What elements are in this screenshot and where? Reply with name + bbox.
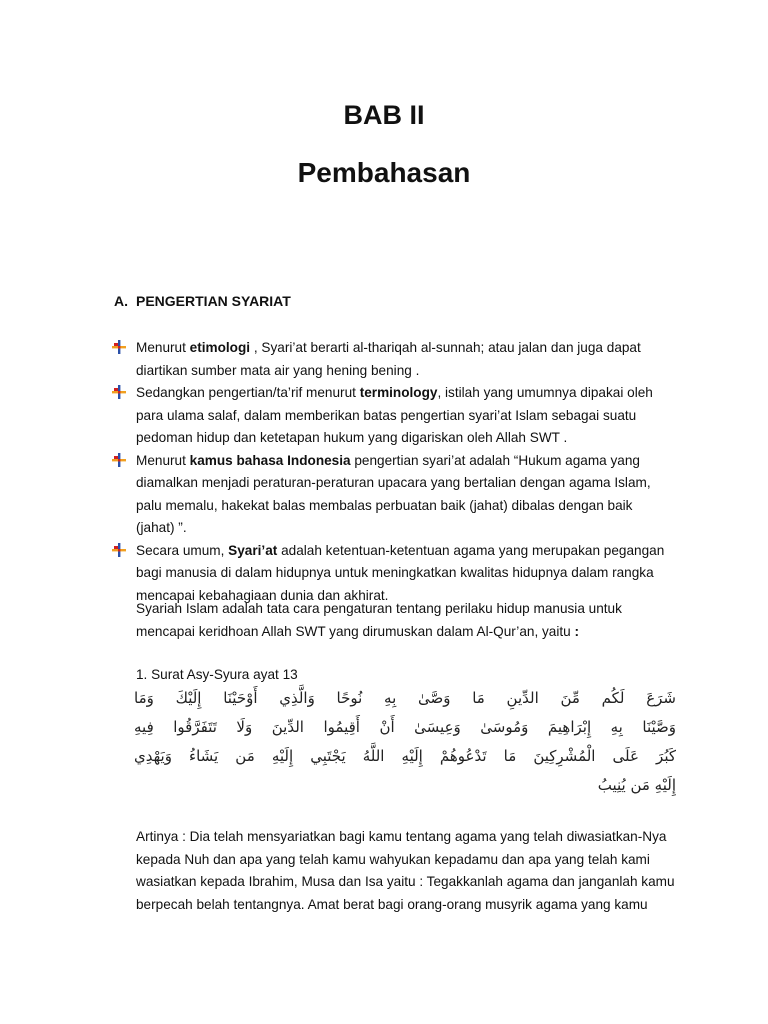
arabic-line: شَرَعَ لَكُم مِّنَ الدِّينِ مَا وَصَّىٰ بِهِ نُوحًا وَالَّذِي أَوْحَيْنَا إِلَيْكَ وَمَا bbox=[134, 689, 676, 707]
bullet-post: , Syari’at berarti al-thariqah al-sunnah; atau jalan dan juga dapat diartikan sumber mata air yang hening bening . bbox=[136, 340, 641, 378]
syariah-text: Syariah Islam adalah tata cara pengaturan tentang perilaku hidup manusia untuk mencapai keridhoan Allah SWT yang dirumuskan dalam Al-Qur’an, yaitu bbox=[136, 601, 622, 639]
list-item bbox=[112, 382, 672, 450]
bullet-pre: Secara umum, bbox=[136, 542, 229, 558]
bullet-post: adalah ketentuan-ketentuan agama yang merupakan pegangan bagi manusia di dalam hidupnya untuk meningkatkan kwalitas hidupnya dalam rangka mencapai kebahagiaan dunia dan akhirat. bbox=[136, 542, 665, 603]
list-item bbox=[112, 337, 672, 382]
arabic-line: وَصَّيْنَا بِهِ إِبْرَاهِيمَ وَمُوسَىٰ وَعِيسَىٰ أَنْ أَقِيمُوا الدِّينَ وَلَا تَتَفَرَّقُوا فِيهِ bbox=[134, 718, 676, 736]
quran-verse-image bbox=[134, 684, 676, 814]
bullet-icon bbox=[112, 385, 126, 399]
section-title: PENGERTIAN SYARIAT bbox=[136, 293, 291, 309]
syariah-paragraph bbox=[136, 598, 676, 643]
section-heading bbox=[114, 291, 291, 311]
bullet-term: kamus bahasa Indonesia bbox=[189, 452, 351, 468]
bullet-term: etimologi bbox=[189, 340, 251, 355]
bullet-pre: Sedangkan pengertian/ta’rif menurut bbox=[136, 385, 360, 400]
surat-label: 1. Surat Asy-Syura ayat 13 bbox=[136, 667, 298, 682]
bullet-pre: Menurut bbox=[136, 340, 190, 355]
bullet-pre: Menurut bbox=[136, 452, 190, 468]
translation-paragraph: Artinya : Dia telah mensyariatkan bagi kamu tentang agama yang telah diwasiatkan-Nya kepada Nuh dan apa yang telah kamu wahyukan kepadamu dan apa yang telah kami wasiatkan kepada Ibrahim, Musa dan Isa yaitu : Tegakkanlah agama dan janganlah kamu berpecah belah tentangnya. Amat berat bagi orang-orang musyrik agama yang kamu bbox=[136, 829, 675, 912]
chapter-number: BAB II bbox=[343, 100, 425, 130]
list-item bbox=[112, 450, 672, 540]
bullet-post: , istilah yang umumnya dipakai oleh para ulama salaf, dalam memberikan batas pengertian syari’at Islam sebagai suatu pedoman hidup dan ketetapan hukum yang digariskan oleh Allah SWT . bbox=[136, 385, 653, 445]
bullet-term: Syari’at bbox=[228, 542, 278, 558]
list-item bbox=[112, 540, 672, 608]
chapter-title: Pembahasan bbox=[297, 157, 471, 188]
arabic-line: إِلَيْهِ مَن يُنِيبُ bbox=[597, 776, 676, 794]
definition-list bbox=[112, 337, 672, 607]
syariah-colon: : bbox=[570, 623, 580, 639]
bullet-icon bbox=[112, 453, 126, 467]
bullet-icon bbox=[112, 340, 126, 354]
arabic-line: كَبُرَ عَلَى الْمُشْرِكِينَ مَا تَدْعُوهُمْ إِلَيْهِ اللَّهُ يَجْتَبِي إِلَيْهِ مَن يَشَاءُ وَيَهْدِي bbox=[134, 747, 676, 765]
bullet-term: terminology bbox=[359, 385, 438, 400]
bullet-post: pengertian syari’at adalah “Hukum agama yang diamalkan menjadi peraturan-peraturan upacara yang bertalian dengan agama Islam, palu memalu, hakekat balas membalas perbuatan baik (jahat) dibalas dengan baik (jahat) ”. bbox=[136, 452, 651, 535]
bullet-icon bbox=[112, 543, 126, 557]
section-letter: A. bbox=[114, 293, 128, 309]
